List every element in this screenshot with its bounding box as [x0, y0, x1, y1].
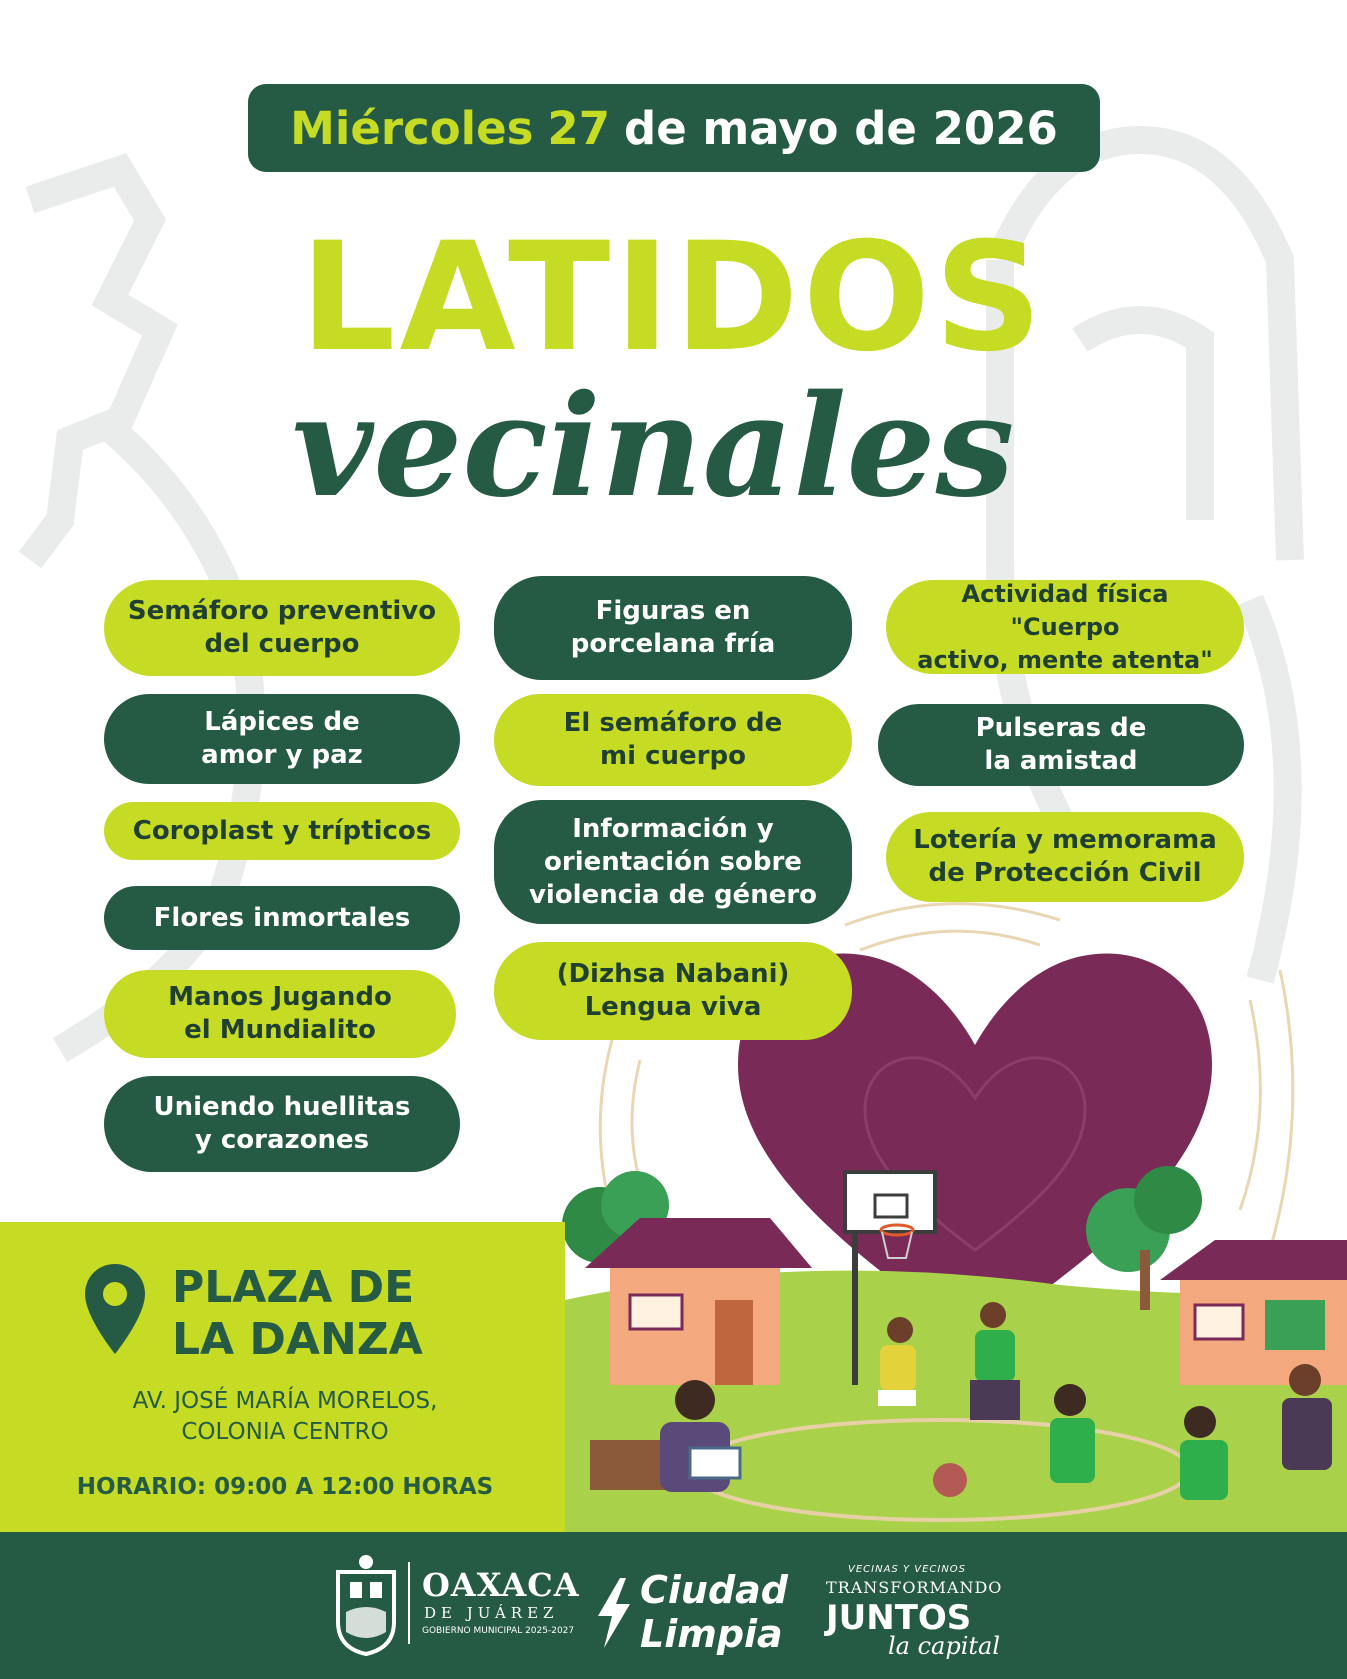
ciudad-limpia-line1: Ciudad — [640, 1568, 789, 1612]
activity-pill — [104, 694, 460, 784]
juntos-tagline-big: JUNTOS — [826, 1598, 972, 1638]
activity-label: El semáforo de mi cuerpo — [563, 708, 783, 771]
activity-pill — [886, 812, 1244, 902]
oaxaca-government: GOBIERNO MUNICIPAL 2025-2027 — [422, 1626, 575, 1636]
activity-label: Semáforo preventivo del cuerpo — [127, 596, 437, 659]
activity-pill — [104, 580, 460, 676]
title-latidos: LATIDOS — [300, 211, 1047, 385]
juntos-tagline-top: VECINAS Y VECINOS — [848, 1564, 967, 1575]
activity-pill — [494, 800, 852, 924]
house-illustration — [1160, 1240, 1347, 1385]
activity-pill — [878, 704, 1244, 786]
house-illustration — [585, 1218, 812, 1385]
date-month-year: de mayo de 2026 — [624, 101, 1058, 155]
activity-pill — [104, 1076, 460, 1172]
activity-label: Figuras en porcelana fría — [570, 596, 776, 659]
activity-label: Información y orientación sobre violencia de género — [528, 813, 818, 910]
oaxaca-subtitle: DE JUÁREZ — [424, 1604, 559, 1622]
activity-label: Manos Jugando el Mundialito — [168, 982, 392, 1045]
juntos-tagline-mid: TRANSFORMANDO — [826, 1578, 1003, 1597]
venue-name: PLAZA DE LA DANZA — [172, 1262, 423, 1365]
activity-pill — [494, 576, 852, 680]
date-day: 27 — [547, 101, 611, 155]
footer-bar — [0, 1532, 1347, 1679]
lightning-bolt-icon — [594, 1578, 634, 1648]
activity-label: Uniendo huellitas y corazones — [153, 1092, 411, 1155]
venue-hours: HORARIO: 09:00 A 12:00 HORAS — [76, 1474, 494, 1500]
location-pin-icon — [82, 1262, 148, 1358]
activity-pill — [104, 886, 460, 950]
juntos-tagline-sub: la capital — [888, 1632, 1001, 1660]
activity-label: Pulseras de la amistad — [975, 713, 1147, 776]
activity-pill — [494, 694, 852, 786]
activity-label: Lápices de amor y paz — [201, 707, 363, 770]
oaxaca-name: OAXACA — [422, 1566, 580, 1604]
venue-address: AV. JOSÉ MARÍA MORELOS, COLONIA CENTRO — [132, 1388, 438, 1445]
municipal-crest-icon — [332, 1552, 400, 1656]
activity-label: Flores inmortales — [153, 902, 411, 933]
activity-pill — [494, 942, 852, 1040]
activity-pill — [104, 970, 456, 1058]
date-weekday: Miércoles — [290, 101, 534, 155]
footer-divider — [408, 1562, 410, 1644]
activity-label: Coroplast y trípticos — [132, 815, 432, 846]
event-date-banner — [248, 84, 1100, 172]
activity-label: Lotería y memorama de Protección Civil — [913, 825, 1217, 888]
activity-label: (Dizhsa Nabani) Lengua viva — [556, 959, 790, 1022]
activity-pill — [104, 802, 460, 860]
activity-label: Actividad física "Cuerpo activo, mente atenta" — [917, 579, 1213, 674]
title-vecinales: vecinales — [292, 365, 1015, 529]
ciudad-limpia-line2: Limpia — [640, 1612, 783, 1656]
activity-pill — [886, 580, 1244, 674]
